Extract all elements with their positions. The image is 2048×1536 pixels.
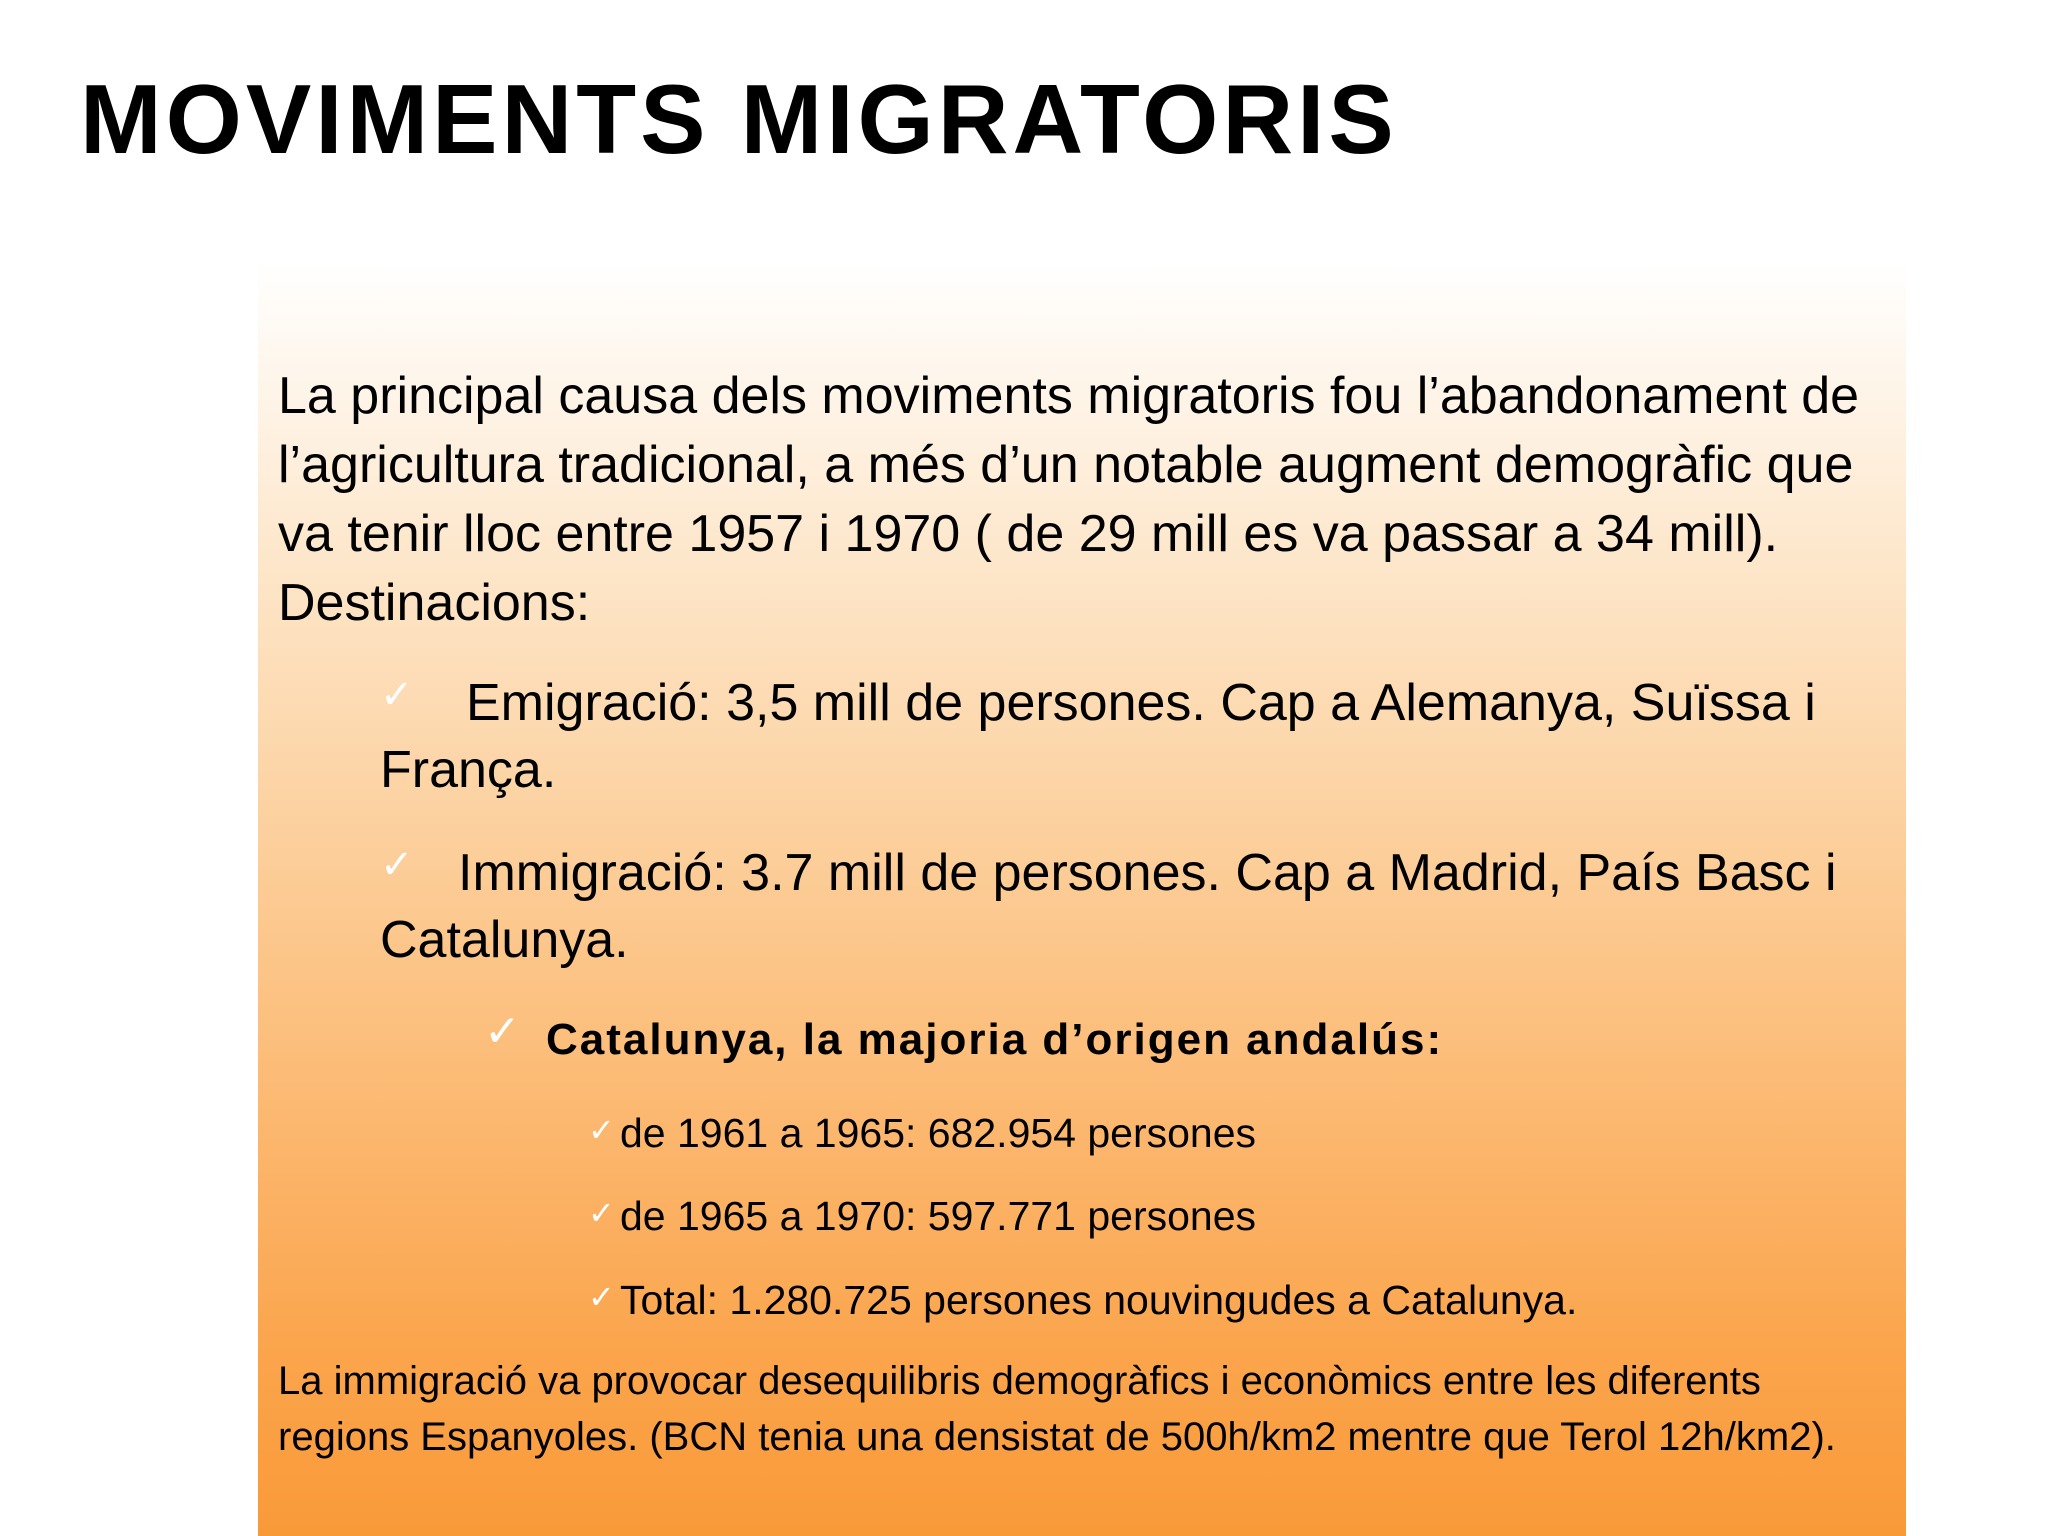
- sub-bullet-label: Total: 1.280.725 persones nouvingudes a Catalunya.: [620, 1277, 1578, 1323]
- intro-paragraph: La principal causa dels moviments migratoris fou l’abandonament de l’agricultura tradicional, a més d’un notable augment demogràfic que va tenir lloc entre 1957 i 1970 ( de 29 mill es va passar a 34 mill). Destinacions:: [278, 367, 1860, 632]
- sub-bullet-label: de 1961 a 1965: 682.954 persones: [620, 1110, 1257, 1156]
- sub-bullet-1965-1970: [588, 1187, 1256, 1242]
- bullet-emigracio: [380, 662, 1880, 804]
- sub-bullet-1961-1965: [588, 1104, 1256, 1159]
- bullet-immigracio-label: Immigració: 3.7 mill de persones. Cap a Madrid, País Basc i Catalunya.: [380, 844, 1837, 969]
- content-box: [258, 262, 1906, 1536]
- slide-title: MOVIMENTS MIGRATORIS: [80, 64, 1398, 174]
- checkmark-icon: ✓: [380, 672, 414, 718]
- conclusion-paragraph: La immigració va provocar desequilibris demogràfics i econòmics entre les diferents regions Espanyoles. (BCN tenia una densistat de 500h/km2 mentre que Terol 12h/km2).: [278, 1359, 1836, 1459]
- checkmark-icon: ✓: [588, 1194, 615, 1232]
- sub-bullet-label: de 1965 a 1970: 597.771 persones: [620, 1193, 1257, 1239]
- bullet-emigracio-label: Emigració: 3,5 mill de persones. Cap a Alemanya, Suïssa i França.: [380, 674, 1816, 799]
- sub-bullet-total: [588, 1271, 1577, 1326]
- bullet-catalunya: [484, 1002, 1443, 1070]
- checkmark-icon: ✓: [380, 842, 414, 888]
- bullet-catalunya-heading: Catalunya, la majoria d’origen andalús:: [546, 1015, 1444, 1064]
- checkmark-icon: ✓: [484, 1006, 521, 1057]
- bullet-immigracio: [380, 832, 1880, 974]
- checkmark-icon: ✓: [588, 1278, 615, 1316]
- checkmark-icon: ✓: [588, 1111, 615, 1149]
